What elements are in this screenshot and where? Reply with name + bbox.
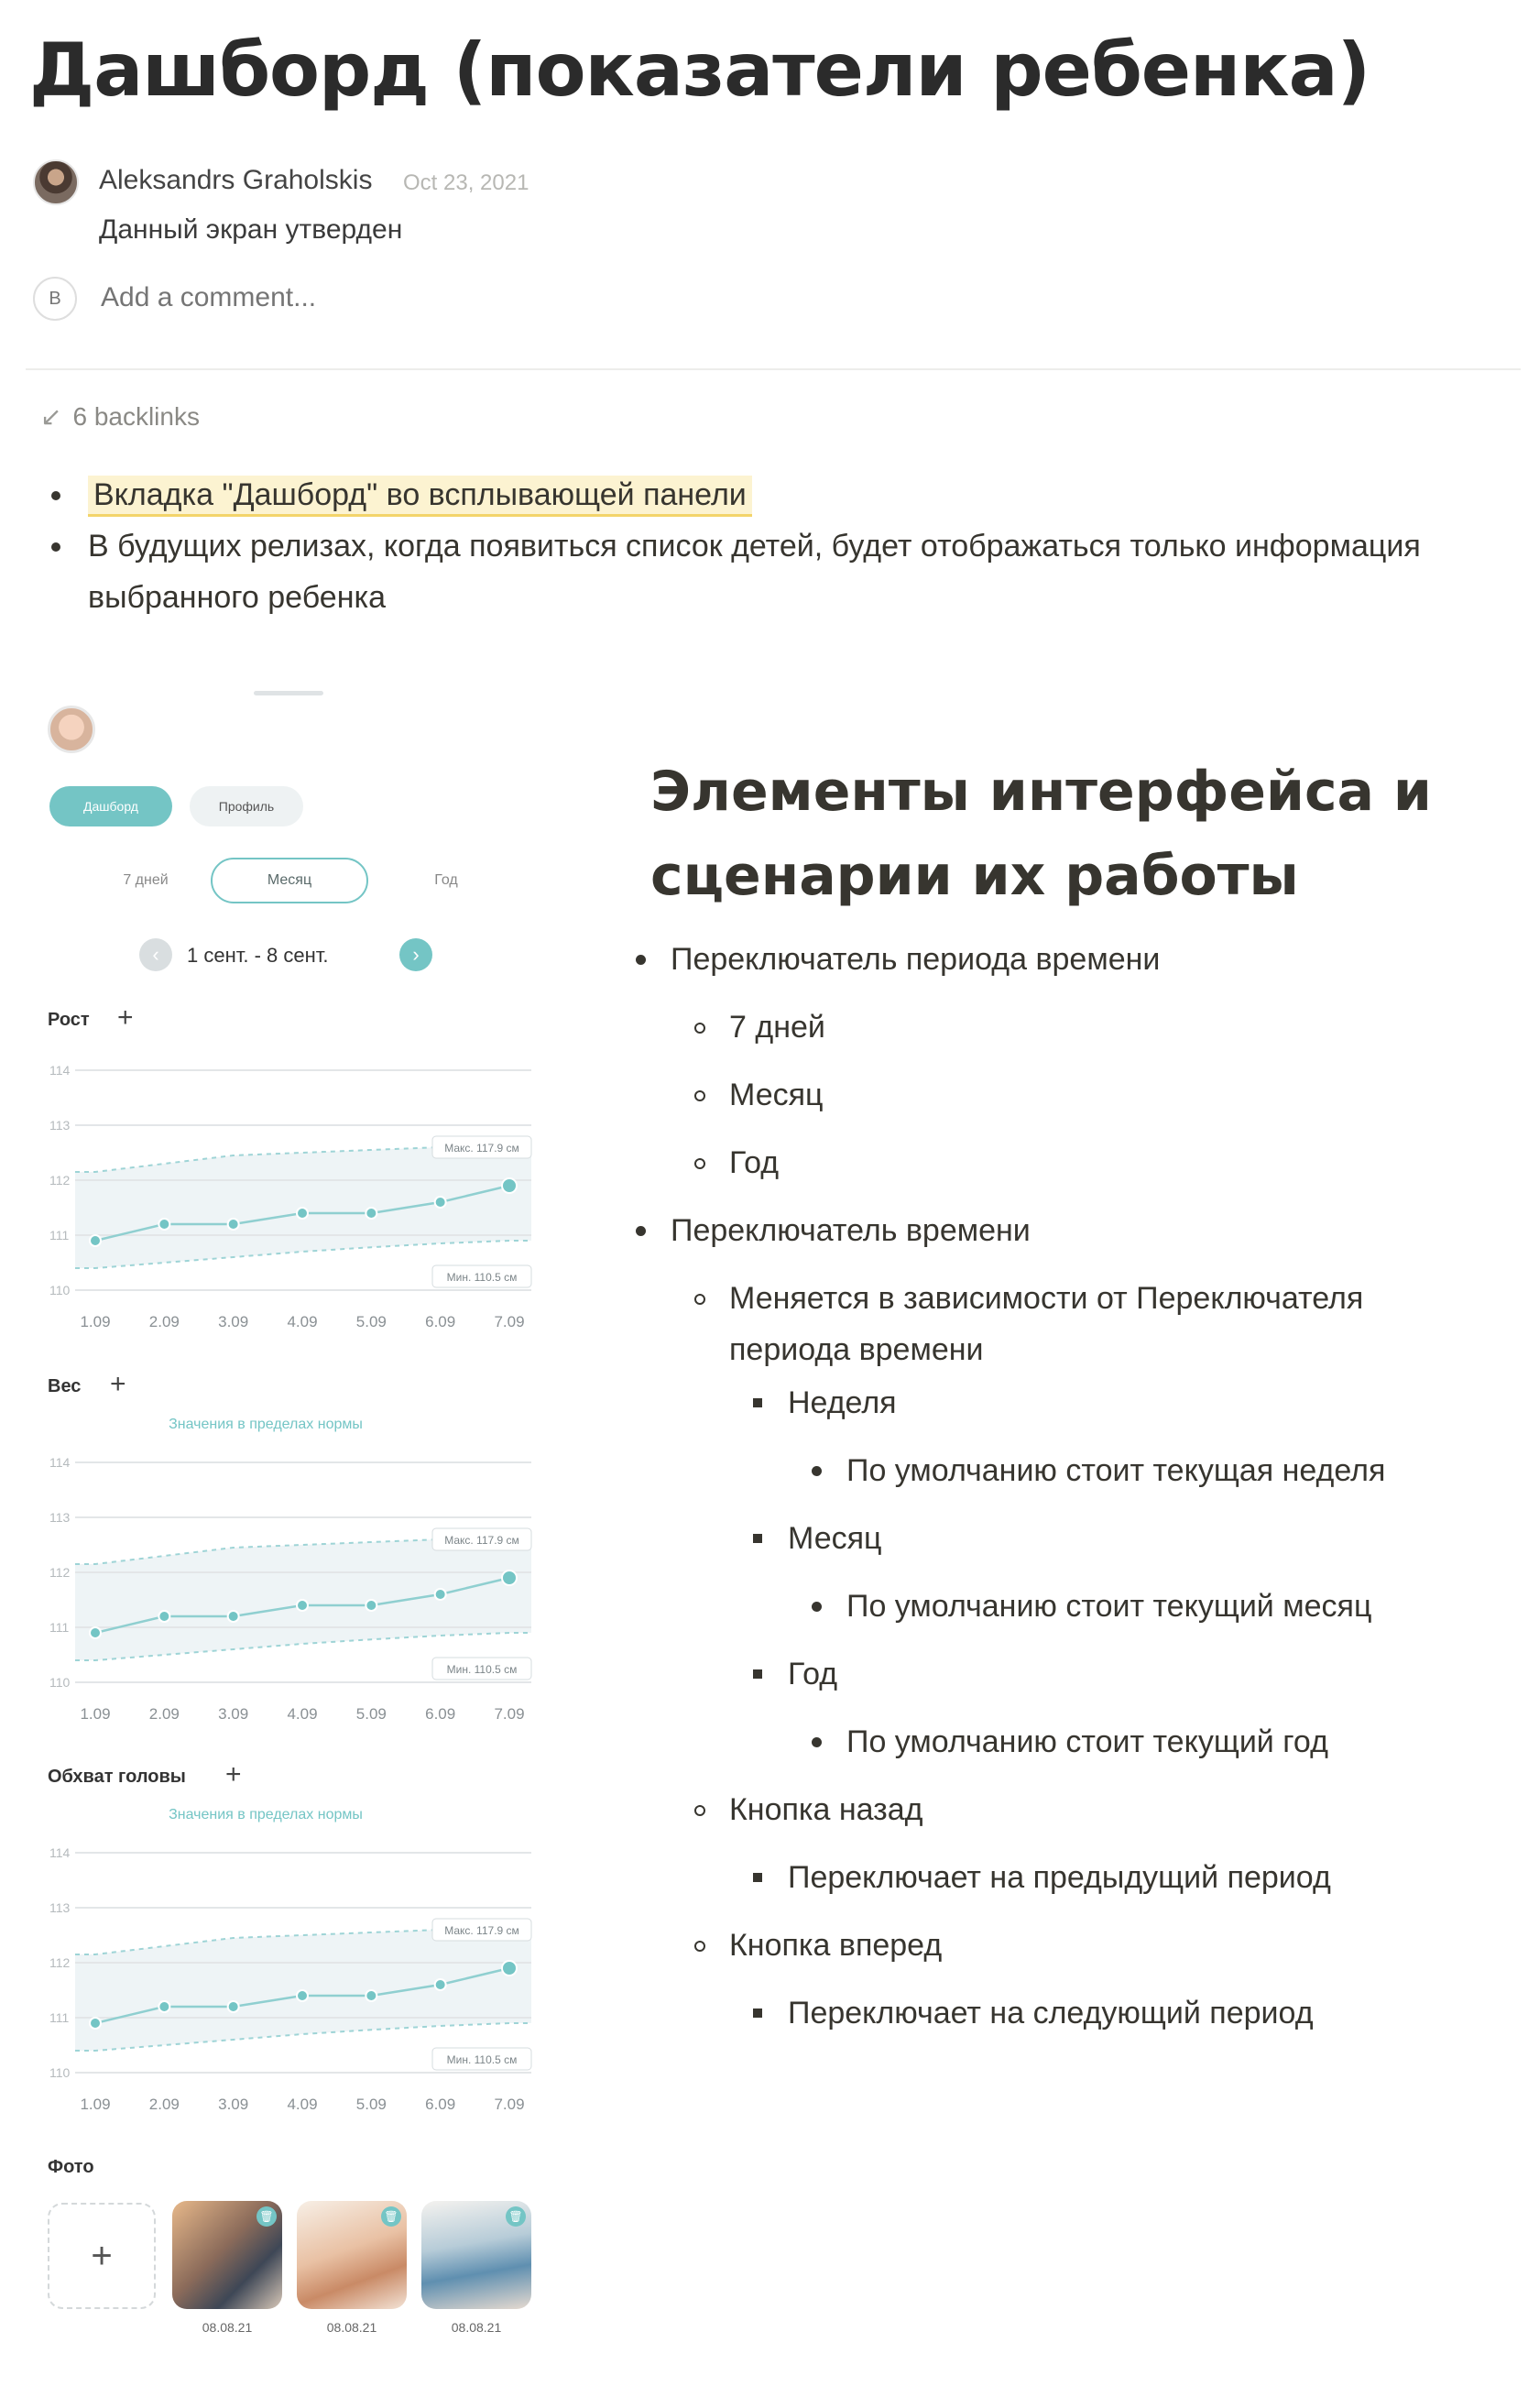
chart-weight <box>37 1435 550 1737</box>
outline-item: Переключатель периода времени <box>671 942 1161 977</box>
outline-item: По умолчанию стоит текущий месяц <box>846 1589 1372 1624</box>
bullet-marker <box>753 1398 762 1407</box>
outline-item: По умолчанию стоит текущая неделя <box>846 1453 1386 1488</box>
chevron-right-icon[interactable]: › <box>399 938 432 971</box>
plus-icon[interactable]: + <box>225 1759 242 1790</box>
y-tick-label: 113 <box>49 1510 71 1525</box>
y-tick-label: 112 <box>49 1173 71 1188</box>
trash-icon[interactable]: 🗑 <box>506 2206 526 2227</box>
y-tick-label: 112 <box>49 1565 71 1580</box>
outline-item: Месяц <box>729 1078 824 1112</box>
band-upper-tag <box>432 1528 531 1550</box>
dashboard-mockup <box>37 678 550 2364</box>
data-point <box>90 2018 101 2029</box>
x-tick-label: 6.09 <box>425 1705 456 1723</box>
data-point <box>158 2001 169 2012</box>
x-tick-label: 6.09 <box>425 2096 456 2113</box>
period-month[interactable]: Месяц <box>211 858 368 903</box>
x-tick-label: 3.09 <box>218 1705 249 1723</box>
band-upper-tag <box>432 1136 531 1158</box>
backlinks-label: 6 backlinks <box>72 402 200 431</box>
x-tick-label: 3.09 <box>218 1313 249 1330</box>
data-point <box>228 2001 239 2012</box>
data-point <box>435 1197 446 1208</box>
section-title: Фото <box>48 2157 94 2177</box>
bullet-marker <box>636 1226 646 1236</box>
data-point <box>435 1979 446 1990</box>
data-point <box>90 1235 101 1246</box>
y-tick-label: 111 <box>49 1228 70 1242</box>
x-tick-label: 4.09 <box>287 1705 318 1723</box>
bullet-marker <box>812 1466 822 1476</box>
y-tick-label: 110 <box>49 1675 71 1690</box>
outline-item: периода времени <box>729 1332 984 1367</box>
x-tick-label: 5.09 <box>355 2096 387 2113</box>
data-point <box>297 1208 308 1219</box>
data-point <box>366 1208 377 1219</box>
bullet-marker <box>694 1090 705 1101</box>
bullet-list <box>46 469 1457 623</box>
photo-date: 08.08.21 <box>202 2320 253 2335</box>
backlinks-toggle[interactable] <box>40 401 200 432</box>
outline-item: Год <box>729 1145 780 1180</box>
x-tick-label: 7.09 <box>494 2096 525 2113</box>
x-tick-label: 7.09 <box>494 1313 525 1330</box>
norm-note: Значения в пределах нормы <box>169 1807 363 1822</box>
sheet-handle[interactable] <box>254 691 323 695</box>
section-title: Обхват головы <box>48 1767 186 1787</box>
x-tick-label: 1.09 <box>80 1705 111 1723</box>
data-point <box>502 1571 517 1585</box>
chart-height <box>37 1043 550 1345</box>
bullet-marker <box>636 955 646 965</box>
data-point <box>366 1990 377 2001</box>
tab-dashboard[interactable]: Дашборд <box>49 786 172 826</box>
data-point <box>502 1178 517 1193</box>
data-point <box>297 1600 308 1611</box>
current-user-avatar: B <box>33 277 77 321</box>
date-range-switcher <box>139 936 442 973</box>
data-point <box>297 1990 308 2001</box>
x-tick-label: 2.09 <box>148 1313 180 1330</box>
comment-text: Данный экран утверден <box>99 214 403 245</box>
photo-thumbnail[interactable] <box>421 2201 531 2309</box>
outline-item: 7 дней <box>729 1010 825 1045</box>
bullet-marker <box>694 1941 705 1952</box>
period-year[interactable]: Год <box>434 872 458 888</box>
comment-author[interactable]: Aleksandrs Graholskis <box>99 165 373 195</box>
y-tick-label: 114 <box>49 1845 71 1860</box>
y-tick-label: 112 <box>49 1955 71 1970</box>
child-avatar[interactable] <box>48 706 95 753</box>
bullet-marker <box>694 1158 705 1169</box>
data-point <box>228 1219 239 1230</box>
y-tick-label: 110 <box>49 2065 71 2080</box>
arrow-down-left-icon: ↙ <box>40 402 62 431</box>
bullet-marker <box>753 2008 762 2018</box>
x-tick-label: 6.09 <box>425 1313 456 1330</box>
chart-svg <box>37 1825 550 2128</box>
photo-thumbnail[interactable] <box>297 2201 407 2309</box>
plus-icon[interactable]: + <box>117 1002 134 1033</box>
bullet-marker <box>694 1294 705 1305</box>
outline-item: Месяц <box>788 1521 882 1556</box>
bullet-marker <box>694 1805 705 1816</box>
trash-icon[interactable]: 🗑 <box>381 2206 401 2227</box>
y-tick-label: 111 <box>49 1620 70 1635</box>
outline-item: Кнопка вперед <box>729 1928 943 1963</box>
band-lower-label: Мин. 110.5 см <box>446 1663 518 1676</box>
plus-icon[interactable]: + <box>110 1369 126 1399</box>
outline-item: Год <box>788 1657 838 1691</box>
band-upper-label: Макс. 117.9 см <box>444 1142 519 1155</box>
photo-date: 08.08.21 <box>326 2320 377 2335</box>
outline-item: По умолчанию стоит текущий год <box>846 1724 1328 1759</box>
x-tick-label: 2.09 <box>148 1705 180 1723</box>
outline-item: Неделя <box>788 1385 897 1420</box>
bullet-marker <box>753 1534 762 1543</box>
trash-icon[interactable]: 🗑 <box>256 2206 277 2227</box>
photo-date: 08.08.21 <box>451 2320 502 2335</box>
x-tick-label: 2.09 <box>148 2096 180 2113</box>
band-lower-tag <box>432 2048 531 2070</box>
section-heading: Элементы интерфейса и сценарии их работы <box>650 760 1432 908</box>
bullet-marker <box>694 1023 705 1034</box>
avatar[interactable] <box>33 159 79 205</box>
comment-date: Oct 23, 2021 <box>403 170 529 195</box>
photo-thumbnail[interactable] <box>172 2201 282 2309</box>
data-point <box>90 1627 101 1638</box>
bullet-marker <box>812 1602 822 1612</box>
band-lower-tag <box>432 1658 531 1680</box>
norm-note: Значения в пределах нормы <box>169 1417 363 1432</box>
data-point <box>158 1219 169 1230</box>
data-point <box>366 1600 377 1611</box>
add-comment-input[interactable] <box>101 282 650 313</box>
chart-svg <box>37 1043 550 1345</box>
data-point <box>502 1961 517 1976</box>
data-point <box>435 1589 446 1600</box>
y-tick-label: 111 <box>49 2010 70 2025</box>
chart-head <box>37 1825 550 2128</box>
data-point <box>158 1611 169 1622</box>
x-tick-label: 5.09 <box>355 1705 387 1723</box>
outline-item: Переключает на предыдущий период <box>788 1860 1331 1895</box>
y-tick-label: 114 <box>49 1063 71 1078</box>
band-upper-label: Макс. 117.9 см <box>444 1534 519 1547</box>
chart-svg <box>37 1435 550 1737</box>
section-title: Рост <box>48 1010 90 1030</box>
x-tick-label: 5.09 <box>355 1313 387 1330</box>
chevron-left-icon[interactable]: ‹ <box>139 938 172 971</box>
add-photo-button[interactable]: + <box>48 2203 156 2309</box>
band-lower-label: Мин. 110.5 см <box>446 1271 518 1284</box>
x-tick-label: 4.09 <box>287 1313 318 1330</box>
y-tick-label: 113 <box>49 1900 71 1915</box>
period-7-days[interactable]: 7 дней <box>123 872 169 888</box>
band-upper-tag <box>432 1919 531 1941</box>
band-lower-label: Мин. 110.5 см <box>446 2053 518 2066</box>
x-tick-label: 7.09 <box>494 1705 525 1723</box>
band-lower-tag <box>432 1265 531 1287</box>
bullet-marker <box>753 1669 762 1679</box>
bullet-marker <box>812 1737 822 1747</box>
highlighted-text: Вкладка "Дашборд" во всплывающей панели <box>88 476 752 517</box>
list-item <box>46 469 1457 520</box>
outline-item: Переключает на следующий период <box>788 1996 1314 2030</box>
page-title: Дашборд (показатели ребенка) <box>29 27 1370 113</box>
list-item: В будущих релизах, когда появиться список детей, будет отображаться только информация выбранного ребенка <box>46 520 1457 623</box>
outline-item: Переключатель времени <box>671 1213 1031 1248</box>
y-tick-label: 114 <box>49 1455 71 1470</box>
x-tick-label: 4.09 <box>287 2096 318 2113</box>
date-range: 1 сент. - 8 сент. <box>187 944 329 967</box>
x-tick-label: 3.09 <box>218 2096 249 2113</box>
outline-item: Меняется в зависимости от Переключателя <box>729 1281 1364 1316</box>
divider <box>26 368 1521 370</box>
tab-profile[interactable]: Профиль <box>190 786 303 826</box>
bullet-marker <box>753 1873 762 1882</box>
y-tick-label: 113 <box>49 1118 71 1133</box>
band-upper-label: Макс. 117.9 см <box>444 1924 519 1937</box>
outline-item: Кнопка назад <box>729 1792 923 1827</box>
x-tick-label: 1.09 <box>80 2096 111 2113</box>
data-point <box>228 1611 239 1622</box>
y-tick-label: 110 <box>49 1283 71 1297</box>
x-tick-label: 1.09 <box>80 1313 111 1330</box>
add-comment <box>33 275 1499 326</box>
section-title: Вес <box>48 1376 82 1396</box>
